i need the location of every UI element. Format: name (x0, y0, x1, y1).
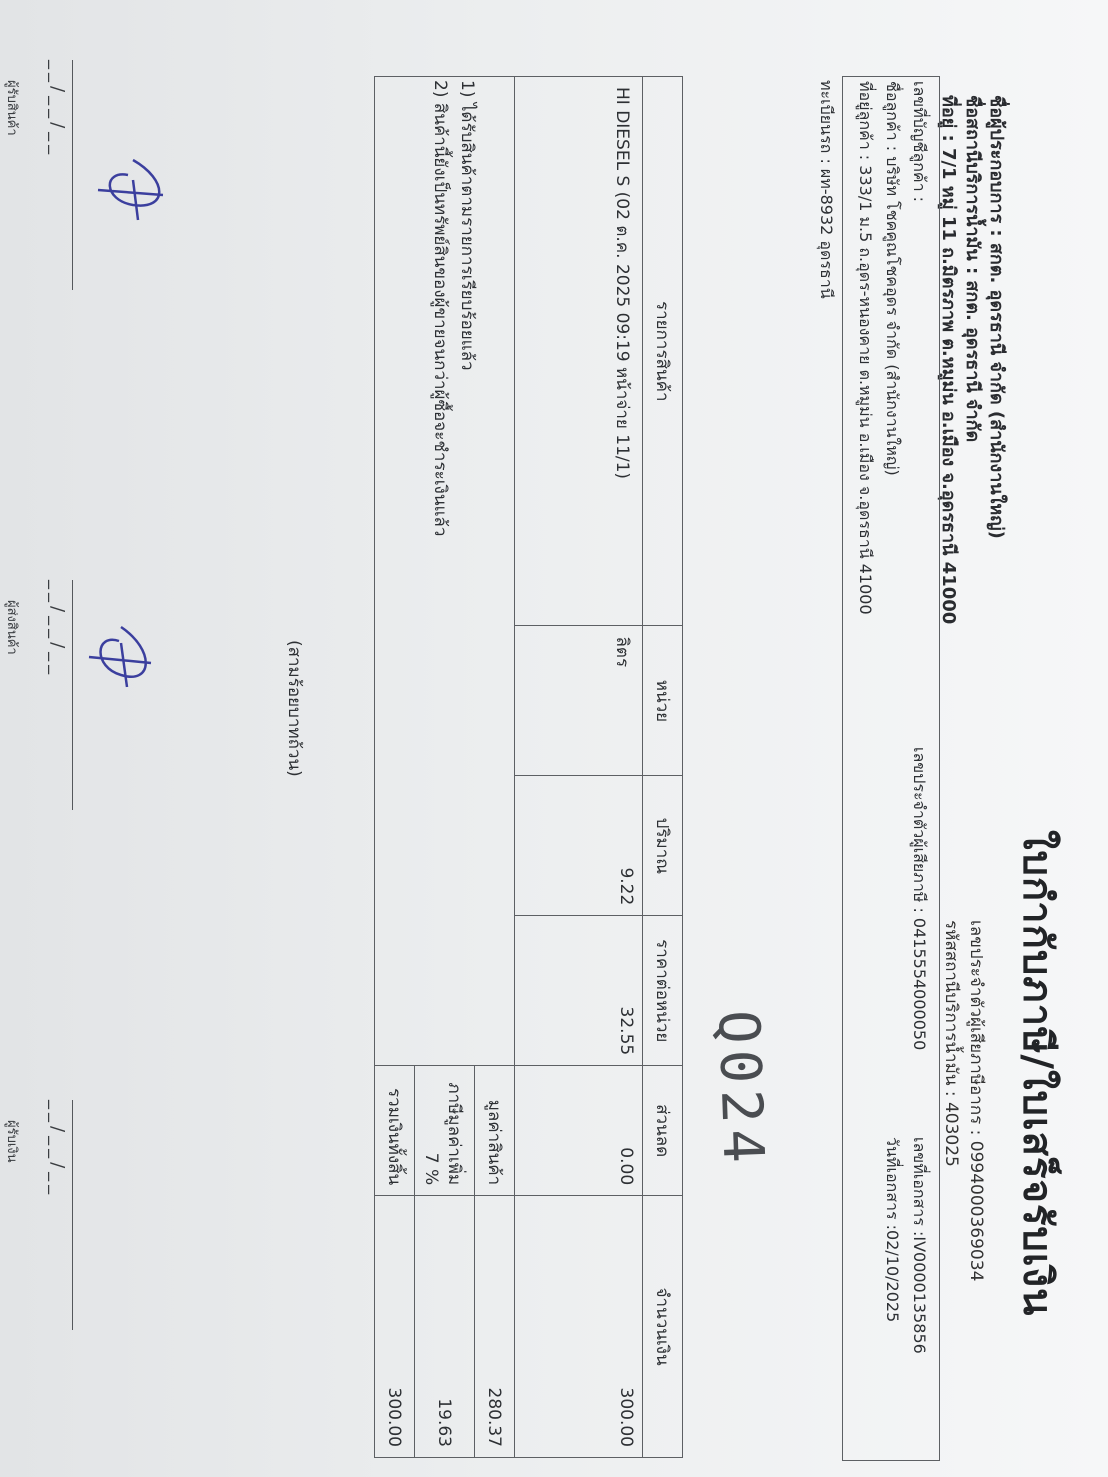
station-name: ชื่อสถานีบริการน้ำมัน : สกต. อุดรธานี จำกัด (962, 95, 983, 443)
seller-header (936, 95, 1008, 624)
customer-box (842, 76, 940, 1461)
summary-value: 300.00 (375, 1196, 415, 1458)
seller-address: ที่อยู่ : 7/1 หมู่ 11 ถ.มิตรภาพ ต.หมูม่น อ.เมือง จ.อุดรธานี 41000 (938, 95, 959, 625)
signature-scribble-1 (89, 150, 173, 240)
signature-date-2: __/__/__ (47, 580, 68, 679)
header-amount: จำนวนเงิน (643, 1196, 683, 1458)
item-amount: 300.00 (515, 1196, 643, 1458)
item-discount: 0.00 (515, 1066, 643, 1196)
station-code: รหัสสถานีบริการน้ำมัน : 403025 (941, 920, 961, 1167)
document-title: ใบกำกับภาษี/ใบเสร็จรับเงิน (1014, 830, 1061, 1317)
items-table (374, 76, 683, 1458)
summary-label: รวมเงินทั้งสิ้น (375, 1066, 415, 1196)
customer-address: ที่อยู่ลูกค้า : 333/1 ม.5 ถ.อุดร-หนองคาย ต.หมูม่น อ.เมือง จ.อุดรธานี 41000 (856, 81, 875, 615)
signature-label-3: ผู้รับเงิน (4, 1120, 19, 1163)
signature-scribble-2 (79, 615, 163, 705)
signature-date-1: __/__/__ (47, 60, 68, 159)
table-row (515, 77, 643, 1458)
operator-name: ชื่อผู้ประกอบการ : สกต. อุดรธานี จำกัด (สำนักงานใหญ่) (986, 95, 1007, 539)
top-right-info (938, 920, 988, 1281)
table-header-row (643, 77, 683, 1458)
item-qty: 9.22 (515, 776, 643, 916)
handwritten-note: Q024 (705, 1008, 776, 1170)
signature-line-1 (72, 60, 73, 290)
customer-name: ชื่อลูกค้า : บริษัท โชคคูณโชคอุดร จำกัด (สำนักงานใหญ่) (883, 81, 902, 476)
summary-label: ภาษีมูลค่าเพิ่ม 7 % (415, 1066, 475, 1196)
summary-label: มูลค่าสินค้า (475, 1066, 515, 1196)
item-description: HI DIESEL S (02 ต.ค. 2025 09:19 หน้าจ่าย 11/1) (515, 77, 643, 626)
document-date: วันที่เอกสาร :02/10/2025 (883, 1137, 902, 1323)
summary-row-subtotal (475, 77, 515, 1458)
vehicle-registration: ทะเบียนรถ : ผท-8932 อุดรธานี (817, 80, 836, 299)
signature-label-1: ผู้รับสินค้า (4, 80, 19, 136)
document-number: เลขที่เอกสาร :IV0000135856 (910, 1137, 929, 1354)
customer-left (852, 81, 933, 615)
item-unit: ลิตร (515, 626, 643, 776)
item-unit-price: 32.55 (515, 916, 643, 1066)
summary-value: 280.37 (475, 1196, 515, 1458)
signature-date-3: __/__/__ (47, 1100, 68, 1199)
header-unit-price: ราคาต่อหน่วย (643, 916, 683, 1066)
summary-value: 19.63 (415, 1196, 475, 1458)
amount-in-words: (สามร้อยบาทถ้วน) (284, 640, 304, 777)
header-discount: ส่วนลด (643, 1066, 683, 1196)
customer-tax-id: เลขประจำตัวผู้เสียภาษี : 0415554000050 (910, 747, 929, 1051)
header-qty: ปริมาณ (643, 776, 683, 916)
seller-tax-id: เลขประจำตัวผู้เสียภาษีอากร : 0994000369034 (966, 920, 986, 1282)
conditions (426, 80, 480, 536)
customer-account: เลขที่บัญชีลูกค้า : (910, 81, 929, 203)
document-info-col (879, 1137, 933, 1354)
signature-line-2 (72, 580, 73, 810)
header-item: รายการสินค้า (643, 77, 683, 626)
signature-line-3 (72, 1100, 73, 1330)
signature-label-2: ผู้ส่งสินค้า (4, 600, 19, 655)
header-unit: หน่วย (643, 626, 683, 776)
condition-1: 1) ได้รับสินค้าตามรายการเรียบร้อยแล้ว (457, 80, 477, 371)
condition-2: 2) สินค้านี้ยังเป็นทรัพย์สินของผู้ขายจนกว่าผู้ซื้อจะชำระเงินแล้ว (430, 80, 450, 537)
customer-taxid-col (906, 747, 933, 1050)
